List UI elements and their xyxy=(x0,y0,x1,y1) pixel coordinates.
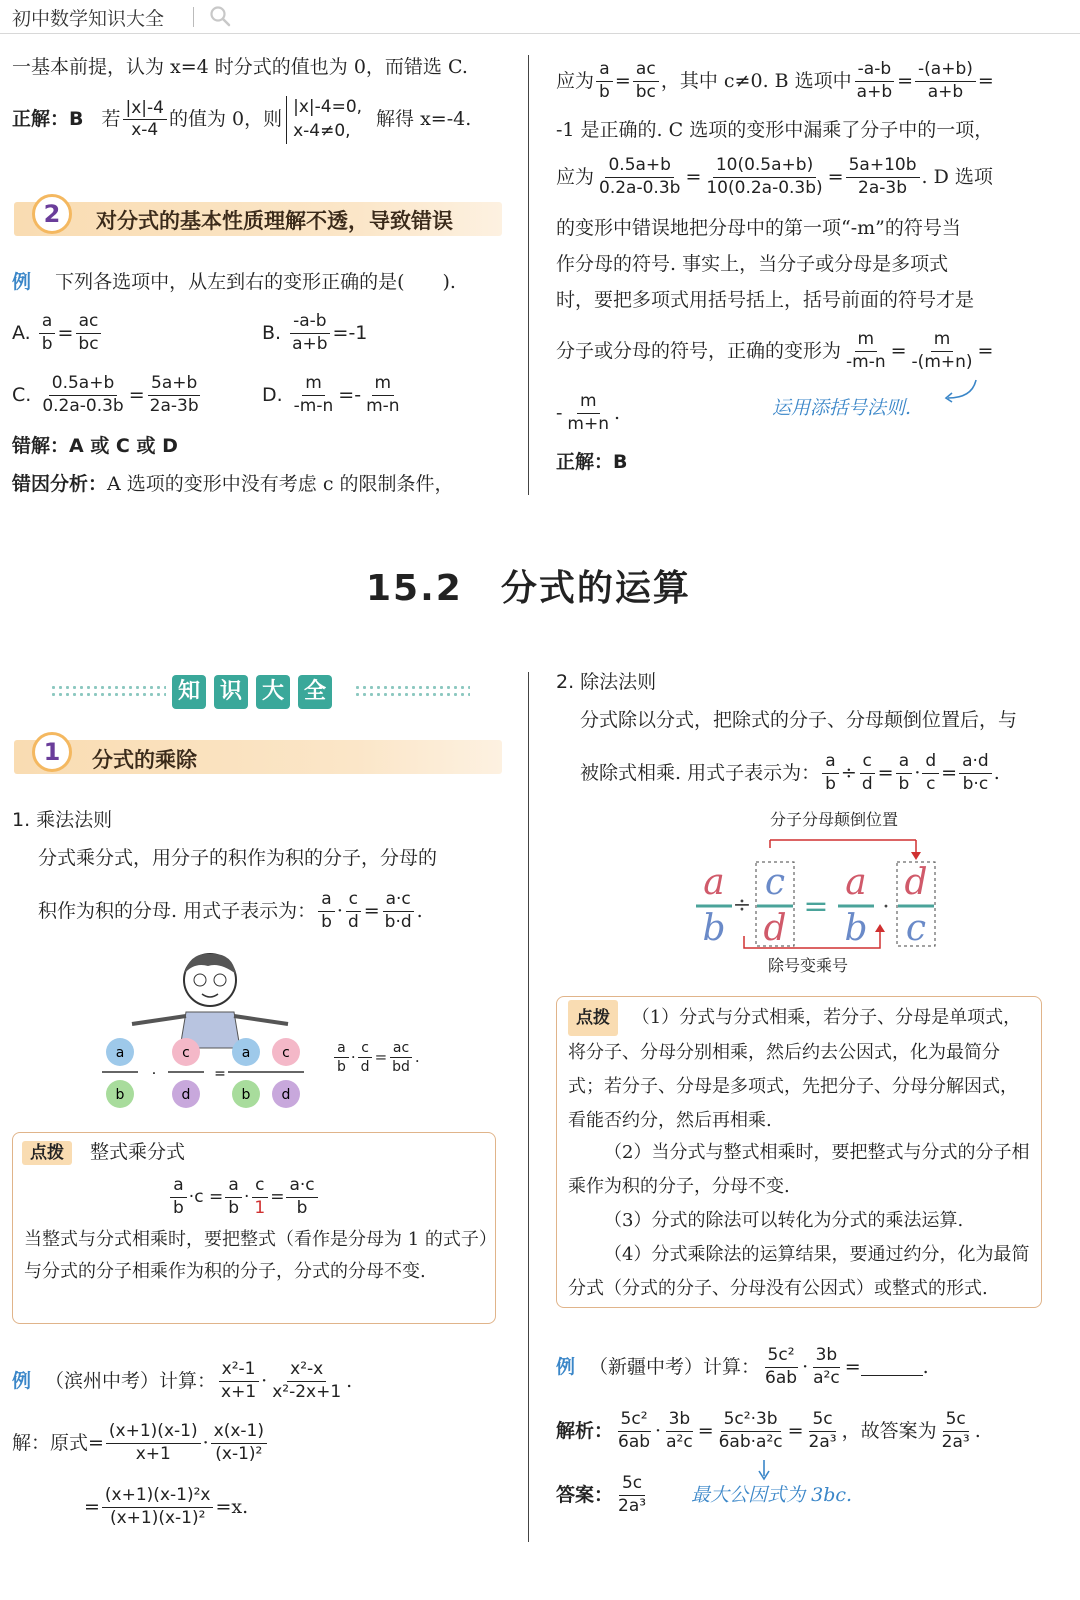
fraction xyxy=(896,752,913,794)
fraction xyxy=(334,1040,349,1075)
fraction xyxy=(854,60,895,102)
numerator: (x+1)(x-1) xyxy=(106,1422,201,1444)
diagram-top-label: 分子分母颠倒位置 xyxy=(770,810,899,829)
tip-item: （4）分式乘除法的运算结果，要通过约分，化为最简分式（分式的分子、分母没有公因式）或整式的形式. xyxy=(568,1244,1030,1299)
reason-text: A 选项的变形中没有考虑 c 的限制条件， xyxy=(107,473,454,495)
analysis-line-2: -1 是正确的. C 选项的变形中漏乘了分子中的一项， xyxy=(556,119,994,141)
denominator: b xyxy=(296,1197,308,1218)
denominator: m+n xyxy=(567,413,610,434)
denominator: (x+1)(x-1)² xyxy=(109,1507,206,1528)
reason-label: 错因分析： xyxy=(12,473,108,495)
subsection-bar xyxy=(14,740,502,774)
analysis-line-5: 作分母的符号. 事实上，当分子或分母是多项式 xyxy=(556,253,949,275)
analysis-line-7: 分子或分母的符号，正确的变形为 $\frac{m}{-m-n}$ = $\frac{m}{-(m+n)}$ = xyxy=(556,329,994,372)
numerator: a·c xyxy=(286,1176,317,1198)
denominator: 6ab xyxy=(765,1367,798,1388)
annotation-note: 最大公因式为 3bc. xyxy=(691,1483,853,1506)
error-analysis-continued: 一基本前提，认为 x=4 时分式的值也为 0，而错选 C. xyxy=(12,56,468,78)
fraction xyxy=(251,1176,268,1218)
numerator: a xyxy=(822,752,838,774)
denominator: -(m+n) xyxy=(911,351,973,372)
example-2-solution-1: 解：原式= $\frac{(x+1)(x-1)}{x+1}$ · $\frac{x(x-1)}{\text{(x-1)²}}$ xyxy=(12,1422,269,1464)
denominator: b·c xyxy=(962,773,989,794)
numerator: m xyxy=(931,330,954,352)
fraction xyxy=(170,1176,187,1218)
numerator: m xyxy=(577,392,600,414)
column-divider xyxy=(528,672,529,1542)
numerator: c xyxy=(860,752,875,774)
numerator: x²-x xyxy=(287,1360,326,1382)
example-2-solution-2: = $\frac{\text{(x+1)(x-1)²x}}{\text{(x+1)(x-1)²}}$ =x. xyxy=(84,1485,249,1528)
denominator: a²c xyxy=(813,1367,840,1388)
decorative-dots xyxy=(50,684,166,698)
app-title: 初中数学知识大全 xyxy=(12,8,165,30)
fraction xyxy=(615,1410,653,1452)
text: 积作为积的分母. 用式子表示为： xyxy=(38,899,317,922)
denominator: bc xyxy=(78,333,99,354)
fraction xyxy=(211,1422,267,1464)
denominator: b·d xyxy=(384,911,412,932)
denominator: 2a³ xyxy=(618,1495,647,1516)
denominator: a+b xyxy=(856,81,893,102)
tip-item: （1）分式与分式相乘，若分子、分母是单项式，将分子、分母分别相乘，然后约去公因式，化为最简分式；若分子、分母是多项式，先把分子、分母分解因式，看能否约分，然后再相乘. xyxy=(568,1007,1022,1131)
text: ，故答案为 xyxy=(841,1419,937,1442)
header-chip: 大 xyxy=(256,675,290,709)
diagram-term: b xyxy=(702,908,726,949)
analysis-line-8: - $\frac{m}{m+n}$ . xyxy=(556,391,621,434)
error-reason xyxy=(12,472,454,497)
numerator: ac xyxy=(633,60,659,82)
fraction xyxy=(123,99,167,141)
numerator: 3b xyxy=(813,1346,841,1368)
cartoon-boy-icon xyxy=(132,954,288,1048)
fraction xyxy=(345,890,362,932)
fraction xyxy=(363,374,402,416)
question-text: （滨州中考）计算： xyxy=(45,1369,217,1392)
numerator: c xyxy=(358,1040,372,1058)
fraction xyxy=(806,1410,840,1452)
example-3-answer xyxy=(556,1474,852,1516)
multiplication-heading: 1. 乘法法则 xyxy=(12,809,113,831)
text: =x. xyxy=(215,1495,249,1518)
example-label: 例 xyxy=(556,1355,576,1378)
multiplication-rule-1: 分式乘分式，用分子的积作为积的分子，分母的 xyxy=(38,847,438,869)
example-question xyxy=(12,270,456,295)
numerator: 5c xyxy=(809,1410,835,1432)
knowledge-header xyxy=(168,675,336,709)
numerator: c xyxy=(346,890,361,912)
fraction xyxy=(959,752,992,794)
numerator: a xyxy=(170,1176,186,1198)
denominator: b xyxy=(599,81,610,102)
fraction xyxy=(269,1360,344,1402)
numerator: a xyxy=(318,890,334,912)
fraction xyxy=(939,1410,973,1452)
fraction xyxy=(846,156,920,198)
option-c: C. $\frac{0.5a+b}{0.2a-0.3b}$ = $\frac{5a+b}{2a-3b}$ xyxy=(12,374,204,416)
cartoon-denominator: d xyxy=(181,1087,191,1103)
denominator: d xyxy=(360,1059,370,1076)
svg-text:=: = xyxy=(214,1066,226,1082)
subsection-number: 1 xyxy=(32,732,72,772)
denominator: x-4 xyxy=(131,120,159,141)
svg-text:·: · xyxy=(882,895,890,920)
fraction xyxy=(762,1346,800,1388)
text: 若 xyxy=(101,108,121,131)
denominator: bd xyxy=(392,1059,410,1076)
fraction xyxy=(716,1410,786,1452)
tip-text: 当整式与分式相乘时，要把整式（看作是分母为 1 的式子）与分式的分子相乘作为积的分子，分式的分母不变. xyxy=(24,1229,488,1282)
diagram-term: b xyxy=(844,908,868,949)
equation: |x|-4=0, xyxy=(293,97,363,117)
denominator: 2a-3b xyxy=(149,395,199,416)
fraction xyxy=(915,60,976,102)
numerator: m xyxy=(372,374,395,396)
denominator: 0.2a-0.3b xyxy=(42,395,124,416)
denominator: x+1 xyxy=(221,1381,257,1402)
numerator: 5c xyxy=(943,1410,969,1432)
fraction xyxy=(663,1410,696,1452)
denominator: b xyxy=(228,1197,239,1218)
numerator: a xyxy=(596,60,612,82)
text: =-1 xyxy=(332,321,368,344)
wrong-text: 错解：A 或 C 或 D xyxy=(12,435,178,457)
numerator: -(a+b) xyxy=(915,60,976,82)
text: 的值为 0，则 xyxy=(168,108,283,131)
fraction xyxy=(225,1176,242,1218)
denominator: a+b xyxy=(292,333,328,354)
numerator: a xyxy=(334,1040,349,1058)
header-chip: 识 xyxy=(214,675,248,709)
correct-solution-line xyxy=(12,96,471,144)
numerator: m xyxy=(302,374,325,396)
cartoon-numerator: c xyxy=(282,1045,290,1061)
denominator: c xyxy=(926,773,936,794)
correct-label: 正解：B xyxy=(12,108,84,131)
fraction xyxy=(859,752,876,794)
example-2-question: 例 （滨州中考）计算： $\frac{\text{x²-1}}{x+1}$ · $\frac{\text{x²-x}}{\text{x²-2x+1}}$ . xyxy=(12,1359,353,1402)
example-3-question: 例 （新疆中考）计算： $\frac{\text{5c²}}{6ab}$ · $\frac{3b}{\text{a²c}}$ = . xyxy=(556,1345,929,1388)
header-chip: 知 xyxy=(172,675,206,709)
numerator: 5a+b xyxy=(148,374,200,396)
diagram-term: c xyxy=(764,862,786,903)
denominator: 6ab xyxy=(618,1431,651,1452)
multiplication-rule-2: 积作为积的分母. 用式子表示为： $\frac{a}{b}$ · $\frac{c}{d}$ = $\frac{a\cdot c}{b\cdot d}$ . xyxy=(38,889,423,932)
question-text: 下列各选项中，从左到右的变形正确的是( ). xyxy=(55,271,456,293)
text: 被除式相乘. 用式子表示为： xyxy=(580,761,821,784)
example-label: 例 xyxy=(12,271,32,293)
solution-label: 解：原式= xyxy=(12,1431,104,1454)
fraction xyxy=(291,374,337,416)
numerator: 5a+10b xyxy=(846,156,920,178)
tip-label: 点拨 xyxy=(568,1000,618,1036)
tip-formula: $\frac{a}{b}$ ·c = $\frac{a}{b}$ · $\frac{c}{1}$ = $\frac{a\cdot c}{b}$ xyxy=(168,1176,320,1218)
answer-blank xyxy=(861,1358,923,1376)
option-label: B. xyxy=(262,321,282,344)
tip-title: 整式乘分式 xyxy=(90,1141,186,1163)
denominator: b xyxy=(337,1059,346,1076)
fraction xyxy=(922,752,939,794)
column-divider xyxy=(528,55,529,495)
denominator: 10(0.2a-0.3b) xyxy=(706,177,823,198)
cartoon-denominator: b xyxy=(115,1087,125,1103)
denominator: d xyxy=(861,773,873,794)
numerator: a·c xyxy=(383,890,414,912)
fraction xyxy=(147,374,202,416)
numerator: 5c xyxy=(619,1474,645,1496)
text: 应为 xyxy=(556,165,595,188)
numerator: -a-b xyxy=(290,312,329,334)
fraction xyxy=(286,1176,317,1218)
numerator: 0.5a+b xyxy=(605,156,674,178)
tip-text xyxy=(568,1000,1034,1138)
tip-item: （3）分式的除法可以转化为分式的乘法运算. xyxy=(604,1210,964,1231)
answer-label: 答案： xyxy=(556,1483,614,1506)
denominator: b xyxy=(41,333,53,354)
analysis-line-6: 时，要把多项式用括号括上，括号前面的符号才是 xyxy=(556,289,975,311)
fraction xyxy=(843,330,889,372)
cartoon-numerator: a xyxy=(241,1045,251,1061)
numerator: m xyxy=(855,330,878,352)
cartoon-denominator: d xyxy=(281,1087,291,1103)
numerator: ac xyxy=(390,1040,412,1058)
fraction xyxy=(596,60,613,102)
tip-label: 点拨 xyxy=(22,1141,72,1165)
example-label: 例 xyxy=(12,1369,32,1392)
fraction xyxy=(596,156,683,198)
text: ，其中 c≠0. B 选项中 xyxy=(660,69,852,92)
option-d: D. $\frac{m}{-m-n}$ =- $\frac{m}{m-n}$ xyxy=(262,374,405,416)
cartoon-formula: $\frac{a}{b}$ · $\frac{c}{d}$ = $\frac{ac}{bd}$ . xyxy=(332,1040,420,1075)
example-3-analysis: 解析： $\frac{\text{5c²}}{6ab}$ · $\frac{3b}{\text{a²c}}$ = $\frac{\text{5c²·3b}}{\text{6ab·a²c}}$ = $\frac{5c}{\text{2a³}}$ ，故答案为 $\frac{5c}{\text{2a³}}$ . xyxy=(556,1409,981,1452)
numerator: |x|-4 xyxy=(123,99,167,121)
denominator: 2a³ xyxy=(941,1431,970,1452)
denominator: b xyxy=(173,1197,184,1218)
fraction xyxy=(106,1422,201,1464)
analysis-line-1: 应为 $\frac{a}{b}$ = $\frac{ac}{bc}$ ，其中 c≠0. B 选项中 $\frac{-a-b}{a+b}$ = $\frac{-(a+b)}{a+b}$ = xyxy=(556,59,994,102)
diagram-term: d xyxy=(763,908,787,949)
numerator: a·d xyxy=(959,752,992,774)
fraction xyxy=(633,60,659,102)
diagram-term: c xyxy=(905,908,927,949)
subsection-title: 对分式的基本性质理解不透，导致错误 xyxy=(96,209,453,233)
denominator: bc xyxy=(635,81,656,102)
denominator: x+1 xyxy=(135,1443,171,1464)
fraction xyxy=(810,1346,843,1388)
fraction xyxy=(75,312,101,354)
fraction xyxy=(218,1360,259,1402)
option-label: D. xyxy=(262,383,283,406)
denominator: 1 xyxy=(254,1197,266,1218)
denominator: -m-n xyxy=(293,395,334,416)
denominator: a²c xyxy=(666,1431,693,1452)
equation-system xyxy=(286,96,362,144)
text: 分子或分母的符号，正确的变形为 xyxy=(556,339,842,362)
division-rule-1: 分式除以分式，把除式的分子、分母颠倒位置后，与 xyxy=(580,709,1018,731)
fraction xyxy=(564,392,612,434)
numerator: c xyxy=(252,1176,267,1198)
denominator: 2a³ xyxy=(808,1431,837,1452)
subsection-title: 分式的乘除 xyxy=(92,748,197,772)
option-b xyxy=(262,312,367,354)
fraction xyxy=(39,374,126,416)
equation: x-4≠0, xyxy=(293,120,351,141)
diagram-bottom-label: 除号变乘号 xyxy=(768,956,849,975)
denominator: b xyxy=(825,773,836,794)
question-text: （新疆中考）计算： xyxy=(589,1355,761,1378)
subsection-number: 2 xyxy=(32,194,72,234)
app-header xyxy=(0,0,1080,34)
fraction xyxy=(289,312,330,354)
division-heading: 2. 除法法则 xyxy=(556,671,657,693)
numerator: -a-b xyxy=(855,60,894,82)
header-chip: 全 xyxy=(298,675,332,709)
denominator: m-n xyxy=(366,395,400,416)
tip-item: （2）当分式与整式相乘时，要把整式与分式的分子相乘作为积的分子，分母不变. xyxy=(568,1142,1030,1197)
analysis-line-3: 应为 $\frac{0.5a+b}{0.2a-0.3b}$ = $\frac{10(0.5a+b)}{10(0.2a-0.3b)}$ = $\frac{5a+10b}{2a-3b}$ . D 选项 xyxy=(556,155,993,198)
cartoon-numerator: c xyxy=(182,1045,190,1061)
svg-text:=: = xyxy=(803,889,829,924)
analysis-label: 解析： xyxy=(556,1419,614,1442)
denominator: (x-1)² xyxy=(215,1443,263,1464)
analysis-line-4: 的变形中错误地把分母中的第一项“-m”的符号当 xyxy=(556,217,961,239)
numerator: 3b xyxy=(666,1410,694,1432)
svg-text:÷: ÷ xyxy=(732,893,752,918)
fraction xyxy=(822,752,839,794)
numerator: 10(0.5a+b) xyxy=(713,156,816,178)
diagram-term: a xyxy=(845,862,867,903)
numerator: a xyxy=(225,1176,241,1198)
numerator: x(x-1) xyxy=(211,1422,267,1444)
correct-answer: 正解：B xyxy=(556,451,628,473)
fraction xyxy=(909,330,976,372)
text: 解得 x=-4. xyxy=(376,108,472,131)
numerator: d xyxy=(922,752,939,774)
option-a: A. $\frac{a}{b}$ = $\frac{ac}{bc}$ xyxy=(12,312,104,354)
option-label: A. xyxy=(12,321,31,344)
fraction xyxy=(39,312,56,354)
decorative-dots xyxy=(354,684,470,698)
annotation-arrow-icon xyxy=(940,376,982,406)
division-diagram xyxy=(690,828,950,958)
fraction xyxy=(389,1040,413,1075)
annotation-note: 运用添括号法则. xyxy=(772,397,912,419)
numerator: a xyxy=(39,312,55,334)
svg-text:·: · xyxy=(151,1066,157,1082)
denominator: 0.2a-0.3b xyxy=(599,177,681,198)
fraction xyxy=(615,1474,649,1516)
fraction xyxy=(318,890,335,932)
numerator: (x+1)(x-1)²x xyxy=(102,1486,214,1508)
diagram-term: a xyxy=(703,862,725,903)
text: 应为 xyxy=(556,69,595,92)
fraction xyxy=(102,1486,214,1528)
fraction xyxy=(382,890,415,932)
numerator: ac xyxy=(76,312,102,334)
text: . D 选项 xyxy=(921,165,993,188)
fraction xyxy=(358,1040,373,1075)
denominator: b xyxy=(321,911,332,932)
numerator: 5c² xyxy=(765,1346,798,1368)
numerator: 5c²·3b xyxy=(721,1410,781,1432)
numerator: x²-1 xyxy=(219,1360,259,1382)
denominator: -m-n xyxy=(846,351,886,372)
cartoon-denominator: b xyxy=(241,1087,251,1103)
search-icon[interactable] xyxy=(208,4,232,32)
numerator: 5c² xyxy=(618,1410,651,1432)
diagram-term: d xyxy=(904,862,928,903)
division-rule-2: 被除式相乘. 用式子表示为： $\frac{a}{b}$ ÷ $\frac{c}{d}$ = $\frac{a}{b}$ · $\frac{d}{c}$ = $\frac{a\cdot d}{b\cdot c}$ . xyxy=(580,751,1000,794)
denominator: b xyxy=(898,773,910,794)
numerator: a xyxy=(896,752,912,774)
header-divider xyxy=(193,7,194,27)
numerator: 0.5a+b xyxy=(49,374,118,396)
denominator: x²-2x+1 xyxy=(272,1381,342,1402)
tip-header xyxy=(22,1140,185,1165)
denominator: 2a-3b xyxy=(858,177,908,198)
option-label: C. xyxy=(12,383,32,406)
text: ·c = xyxy=(188,1187,224,1207)
cartoon-numerator: a xyxy=(115,1045,125,1061)
section-title: 15.2 分式的运算 xyxy=(366,568,691,609)
fraction xyxy=(703,156,825,198)
denominator: d xyxy=(347,911,359,932)
wrong-answer xyxy=(12,434,178,459)
denominator: 6ab·a²c xyxy=(718,1431,783,1452)
cartoon-illustration xyxy=(90,948,330,1123)
denominator: a+b xyxy=(927,81,964,102)
